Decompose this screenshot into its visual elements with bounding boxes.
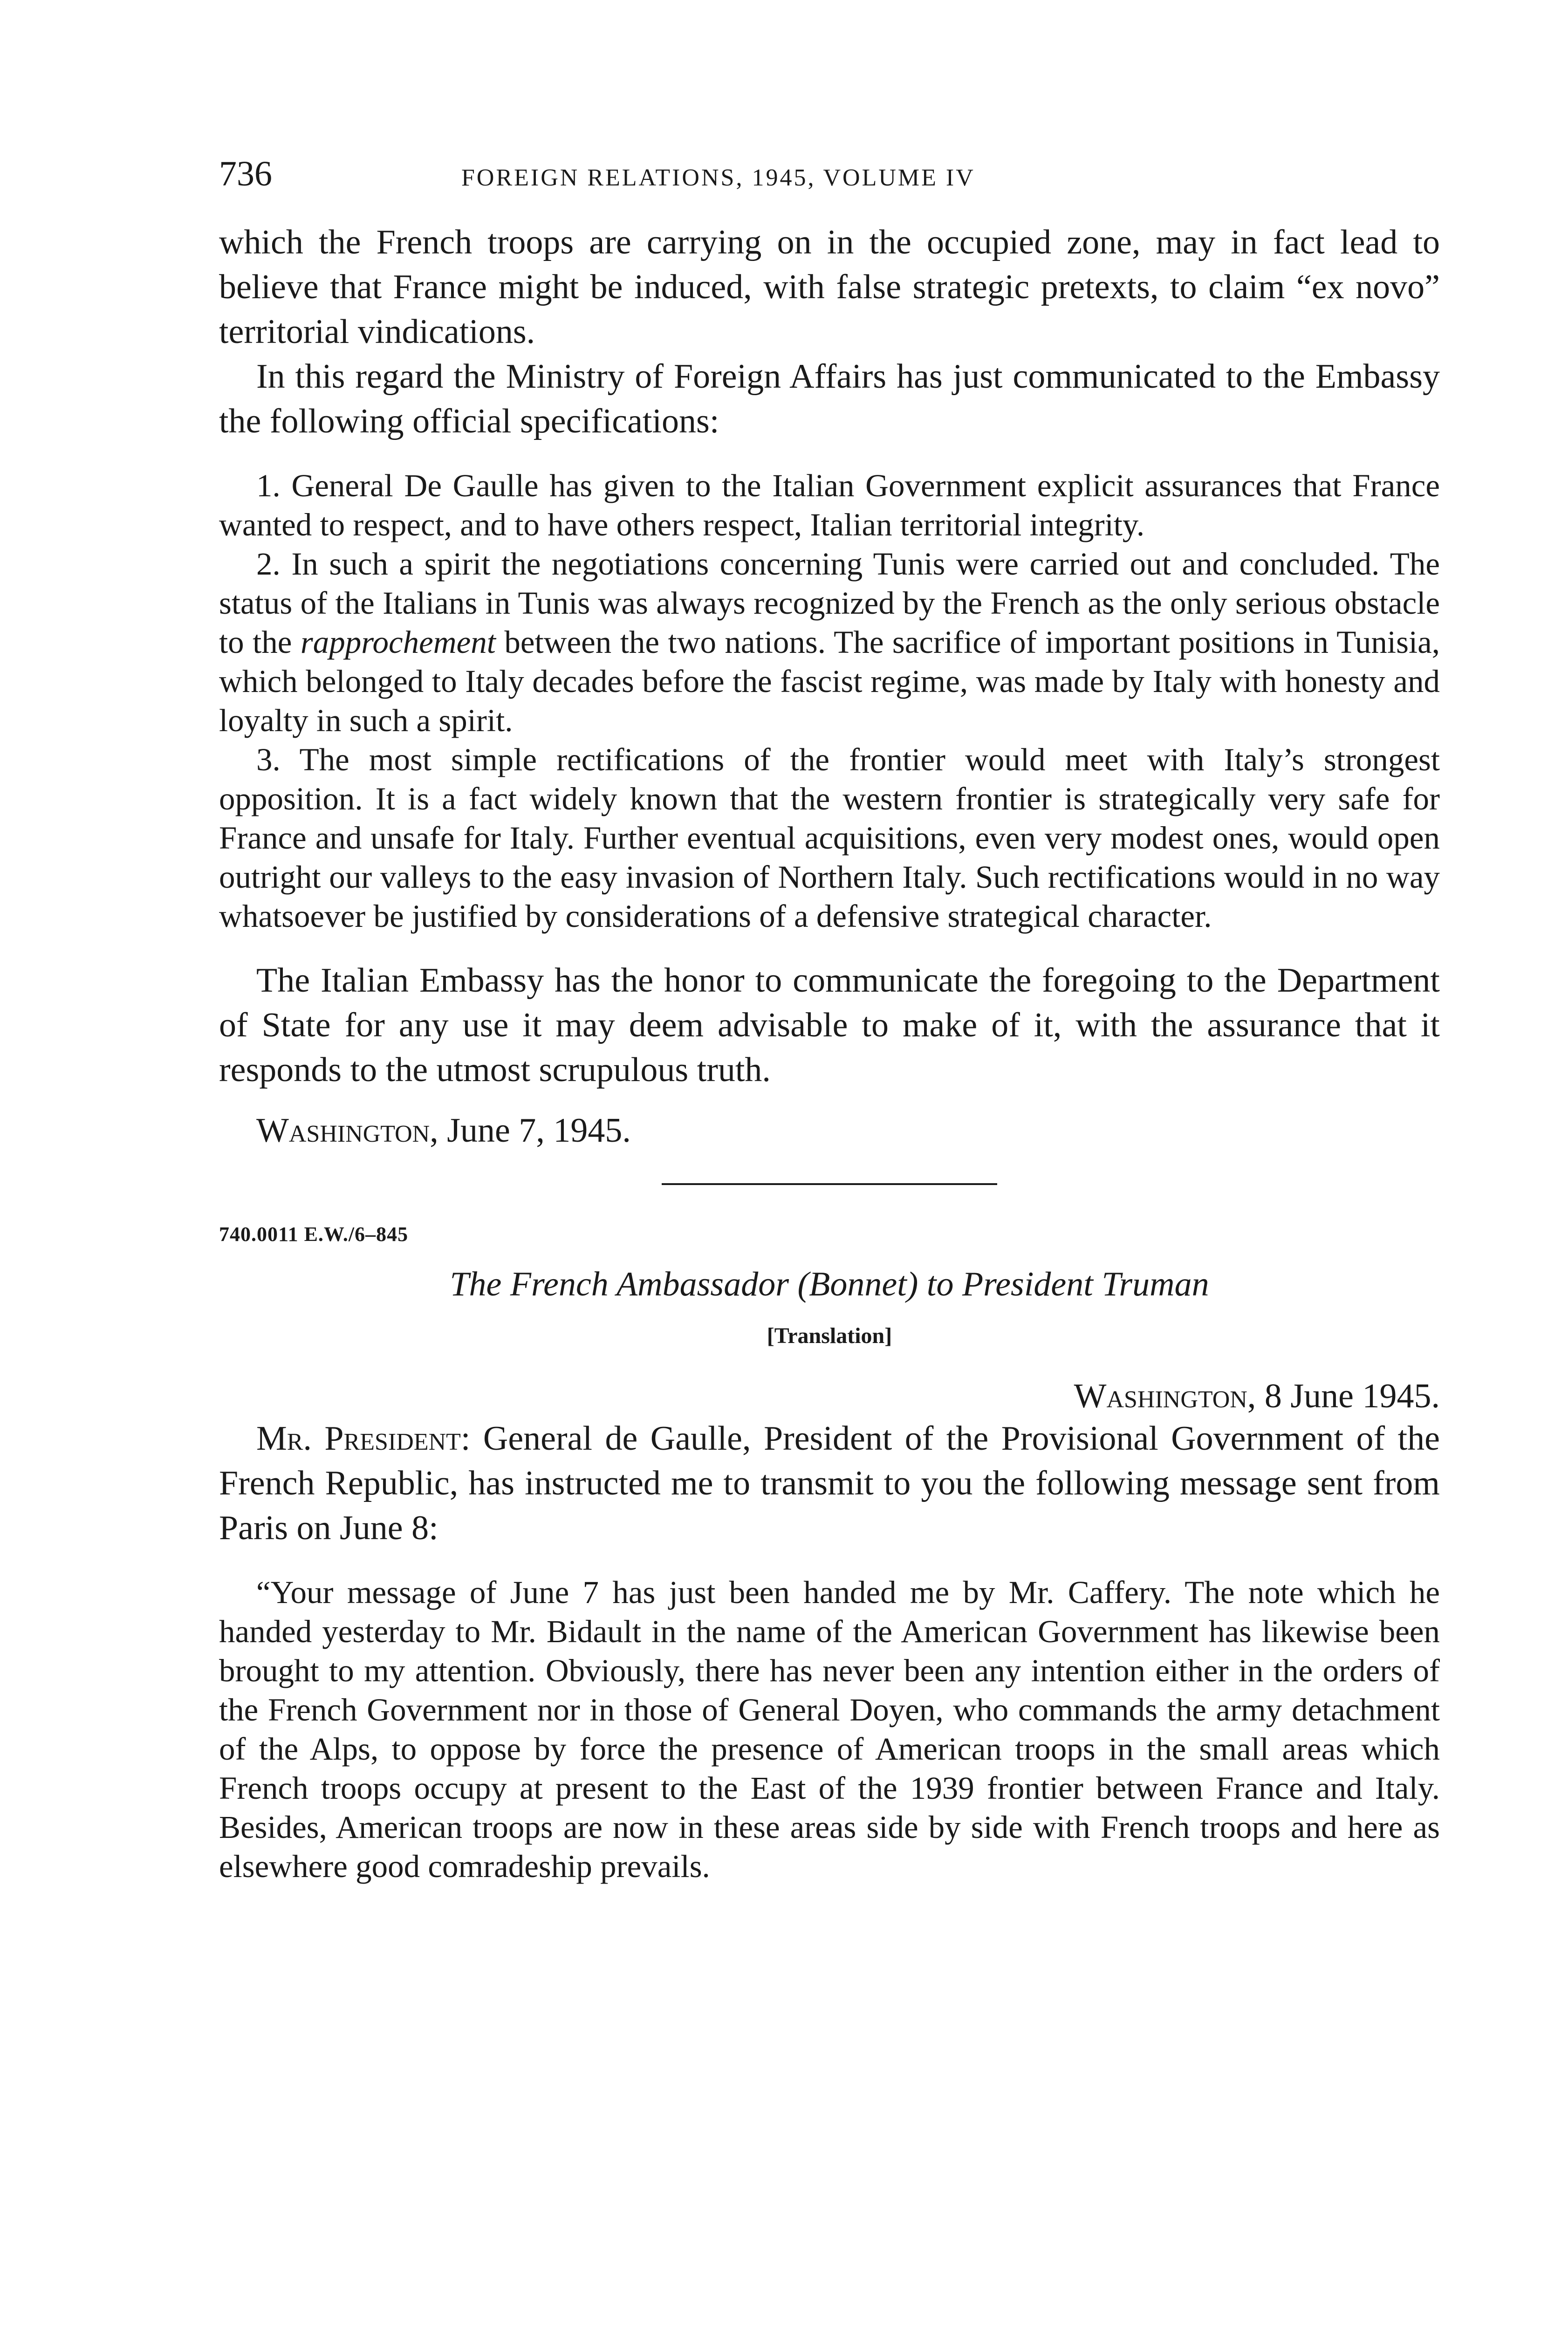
memo-point-3: 3. The most simple rectifications of the frontier would meet with Italy’s strongest opposition. It is a fact widely known that the western frontier is strategically very safe for France and unsafe for Italy. Further eventual acquisitions, even very modest ones, would open outright our valleys to the easy invasion of Northern Italy. Such rectifications would in no way whatsoever be justified by considerations of a defensive strategical character. bbox=[219, 742, 1440, 934]
memo-intro-paragraph: In this regard the Ministry of Foreign Affairs has just communicated to the Embassy the following official specifications: bbox=[219, 357, 1440, 440]
letter-salutation: Mr. President bbox=[256, 1419, 461, 1458]
letter-dateline-place: Washington bbox=[1074, 1377, 1247, 1415]
letter-dateline-date: , 8 June 1945. bbox=[1247, 1377, 1440, 1415]
document-title: The French Ambassador (Bonnet) to President Truman bbox=[450, 1265, 1209, 1303]
memo-dateline bbox=[256, 1111, 1440, 1151]
memo-dateline-place: Washington bbox=[256, 1111, 430, 1150]
letter-salutation-paragraph bbox=[219, 1416, 1440, 1550]
running-head bbox=[219, 154, 1440, 210]
memo-dateline-date: , June 7, 1945. bbox=[430, 1111, 631, 1150]
letter-salutation-text: General de Gaulle, President of the Provisional Government of the French Republic, has instructed me to transmit to you the following message sent from Paris on June 8: bbox=[219, 1419, 1440, 1547]
letter-salutation-colon: : bbox=[460, 1419, 483, 1458]
memo-point-2 bbox=[219, 544, 1440, 740]
page-number: 736 bbox=[219, 154, 272, 193]
memo-closing-paragraph: The Italian Embassy has the honor to communicate the foregoing to the Department of State for any use it may deem advisable to make of it, with the assurance that it responds to the utmost scrupulous truth. bbox=[219, 961, 1440, 1089]
translation-note: [Translation] bbox=[767, 1323, 892, 1348]
section-divider bbox=[662, 1183, 997, 1185]
file-number: 740.0011 E.W./6–845 bbox=[219, 1223, 409, 1246]
memo-opening-paragraph: which the French troops are carrying on in the occupied zone, may in fact lead to believe that France might be induced, with false strategic pretexts, to claim “ex novo” territorial vindications. bbox=[219, 223, 1440, 351]
memo-point-2-text-b: between the two nations. The sacrifice of important positions in Tunisia, which belonged to Italy decades before the fascist regime, was made by Italy with honesty and loyalty in such a spirit. bbox=[219, 624, 1440, 738]
letter-dateline bbox=[219, 1377, 1440, 1416]
document-page bbox=[219, 154, 1440, 1886]
running-title: FOREIGN RELATIONS, 1945, VOLUME IV bbox=[461, 164, 975, 191]
memo-point-1: 1. General De Gaulle has given to the Italian Government explicit assurances that France wanted to respect, and to have others respect, Italian territorial integrity. bbox=[219, 468, 1440, 542]
memo-point-2-text-a: 2. In such a spirit the negotiations concerning Tunis were carried out and concluded. The status of the Italians in Tunis was always recognized by the French as the only serious obstacle to the bbox=[219, 546, 1440, 660]
memo-point-2-italic: rapprochement bbox=[300, 624, 496, 660]
quoted-message: “Your message of June 7 has just been handed me by Mr. Caffery. The note which he handed yesterday to Mr. Bidault in the name of the American Government has likewise been brought to my attention. Obviously, there has never been any intention either in the orders of the French Government nor in those of General Doyen, who commands the army detachment of the Alps, to oppose by force the presence of American troops in the small areas which French troops occupy at present to the East of the 1939 frontier between France and Italy. Besides, American troops are now in these areas side by side with French troops and here as elsewhere good comradeship prevails. bbox=[219, 1575, 1440, 1884]
